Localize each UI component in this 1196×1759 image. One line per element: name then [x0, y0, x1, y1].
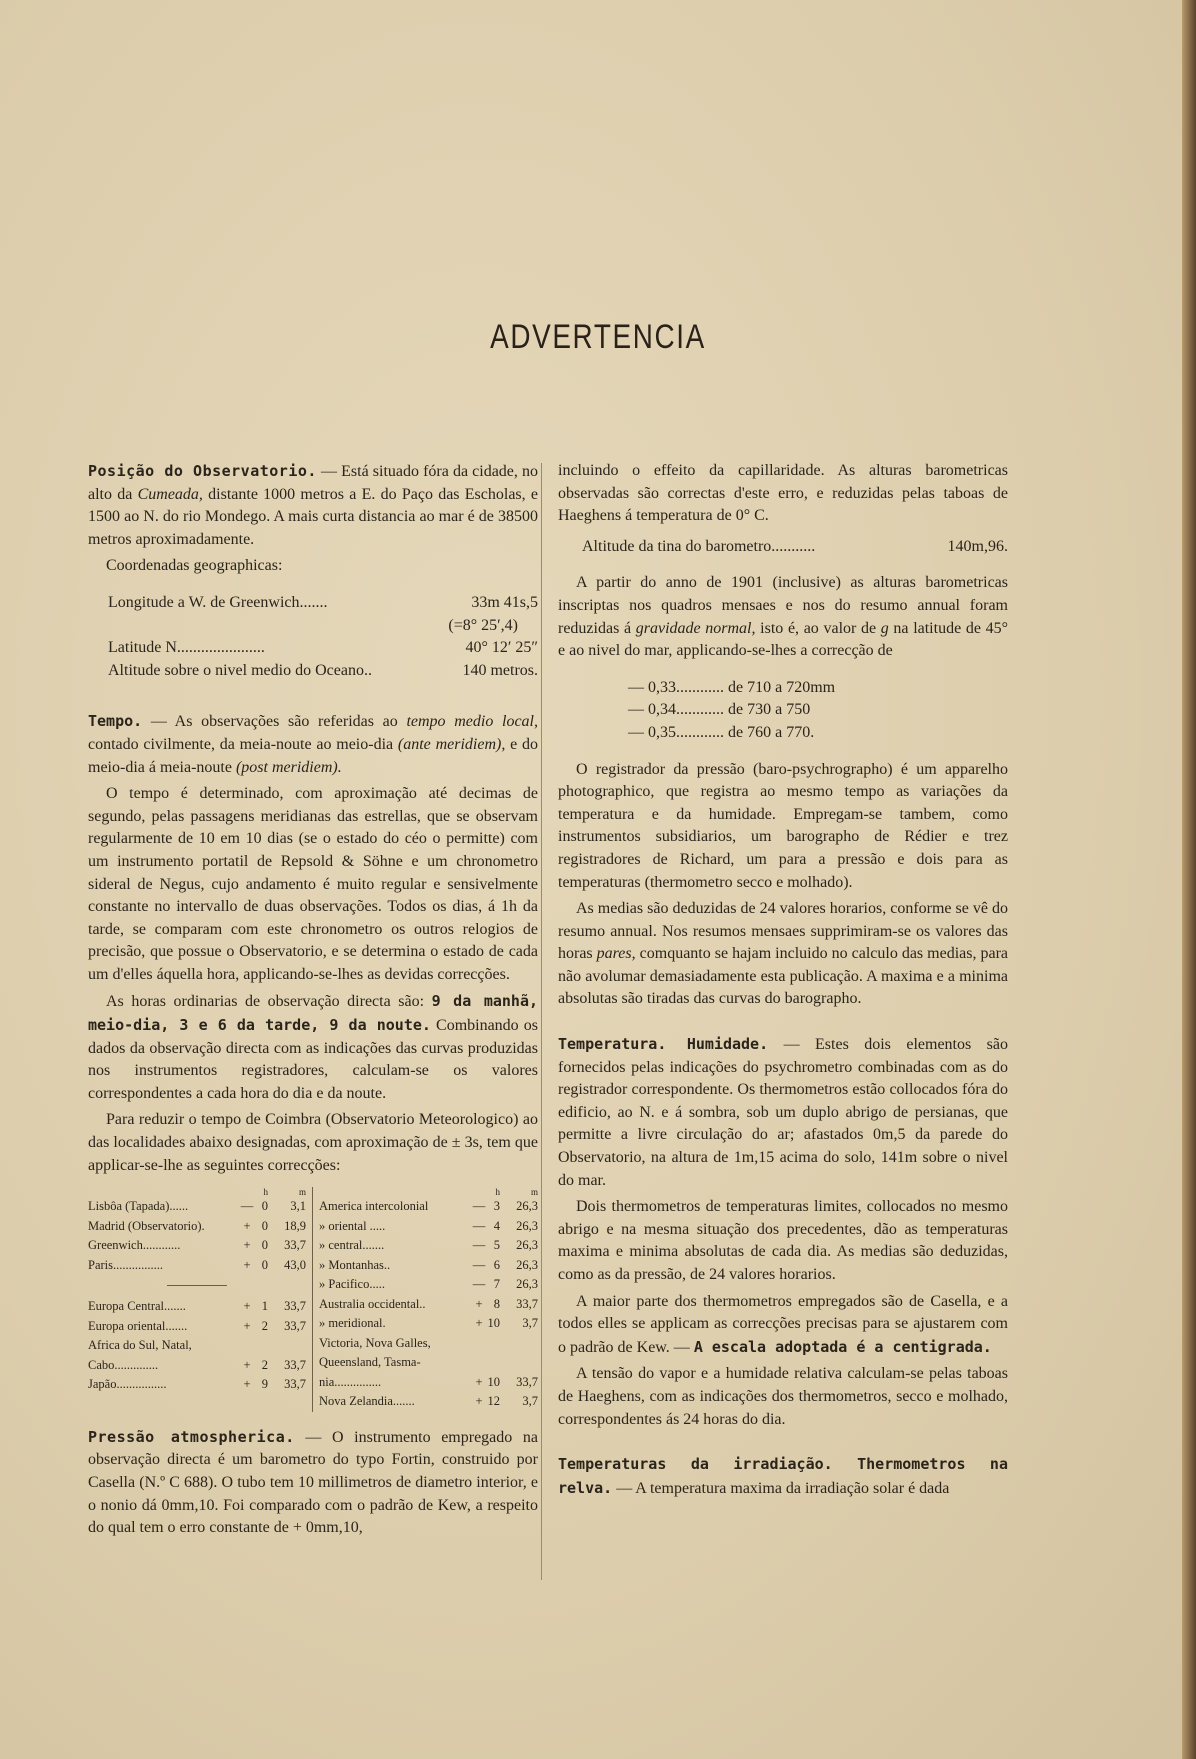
latitude-label: Latitude N......................: [108, 639, 265, 657]
irradiacao-paragraph: Temperaturas da irradiação. Thermometros na relva. — A temperatura maxima da irradiação solar é dada: [558, 1455, 1008, 1497]
page-edge: [1182, 0, 1196, 1759]
posicao-paragraph: Posição do Observatorio. — Está situado fóra da cidade, no alto da Cumeada, distante 1000 metros a E. do Paço das Escholas, e 1500 ao N. do rio Mondego. A mais curta distancia ao mar é de 38500 metros aproximadamente.: [88, 462, 539, 548]
pressure-correction-list: [628, 677, 1008, 745]
posicao-heading: Posição do Observatorio.: [88, 462, 317, 480]
pressao-cont: incluindo o effeito da capillaridade. As alturas barometricas observadas são correctas d'este erro, e reduzidas pelas taboas de Haeghens á temperatura de 0° C.: [558, 462, 1008, 525]
barometer-altitude: Altitude da tina do barometro........... 140m,96.: [582, 537, 1008, 555]
page-title: ADVERTENCIA: [490, 318, 706, 356]
correction-row: Africa do Sul, Natal,: [88, 1338, 192, 1353]
column-divider: [541, 463, 542, 1580]
left-column: [88, 460, 538, 1544]
corrections-left: h m Lisbôa (Tapada)...... — 0 3,1 Madrid (Observatorio). + 0 18,9 Greenwich............ + 0 33,7 Paris................ + 0 43,0 Europa Central....... + 1 33,7 Europa oriental....... + 2 33,7 Africa do Sul, Natal, Cabo.............. + 2 33,7 Japão................ + 9 33,7: [88, 1187, 313, 1412]
coordinates: [108, 592, 538, 682]
corrections-table: [88, 1187, 538, 1412]
longitude-label: Longitude a W. de Greenwich.......: [108, 593, 328, 611]
correction-row: » Pacifico..... — 7 26,3: [319, 1277, 538, 1292]
tempo-heading: Tempo.: [88, 712, 143, 731]
correction-row: Europa Central....... + 1 33,7: [88, 1299, 306, 1314]
correction-row: Japão................ + 9 33,7: [88, 1377, 306, 1392]
correction-line: — 0,33............ de 710 a 720mm: [628, 678, 836, 696]
correction-row: Europa oriental....... + 2 33,7: [88, 1318, 306, 1333]
correction-row: Victoria, Nova Galles,: [319, 1335, 431, 1350]
temperatura-paragraph-4: A tensão do vapor e a humidade relativa calculam-se pelas taboas de Haeghens, com as indicações dos thermometros, secco e molhado, correspondentes ás 24 horas do dia.: [558, 1365, 1008, 1428]
longitude-value: 33m 41s,5: [471, 593, 538, 611]
correction-line: — 0,35............ de 760 a 770.: [628, 723, 815, 741]
irradiacao-heading: Temperaturas da irradiação. Thermometros na relva.: [558, 1455, 1008, 1497]
right-column: [558, 460, 1008, 1504]
tempo-paragraph-3: As horas ordinarias de observação directa são: 9 da manhã, meio-dia, 3 e 6 da tarde, 9 da noute. Combinando os dados da observação directa com as indicações das curvas produzidas nos instrumentos registradores, calculam-se os valores correspondentes a cada hora do dia e da noute.: [88, 992, 539, 1102]
corrections-right: h m America intercolonial — 3 26,3 » oriental ..... — 4 26,3 » central....... — 5 26,3 » Montanhas.. — 6 26,3 » Pacifico..... — 7 26,3 Australia occidental.. + 8 33,7 » meridional. + 10 3,7 Victoria, Nova Galles, Queensland, Tasma- nia............... + 10 33,7 Nova Zelandia....... + 12 3,7: [313, 1187, 538, 1412]
temperatura-paragraph-2: Dois thermometros de temperaturas limites, collocados no mesmo abrigo e na mesma situação dos precedentes, dão as temperaturas maxima e minima absolutas de cada dia. As medias são deduzidas, como as da pressão, de 24 valores horarios.: [558, 1198, 1008, 1283]
tempo-paragraph: Tempo. — As observações são referidas ao tempo medio local, contado civilmente, da meia-noute ao meio-dia (ante meridiem), e do meio-dia á meia-noute (post meridiem).: [88, 712, 538, 776]
correction-row: Lisbôa (Tapada)...... — 0 3,1: [88, 1199, 306, 1214]
correction-row: America intercolonial — 3 26,3: [319, 1199, 538, 1214]
altitude-value: 140 metros.: [462, 661, 538, 679]
coord-title: Coordenadas geographicas:: [106, 557, 283, 575]
longitude-sub: (=8° 25′,4): [448, 616, 518, 634]
correction-row: Paris................ + 0 43,0: [88, 1257, 306, 1272]
tempo-paragraph-4: Para reduzir o tempo de Coimbra (Observatorio Meteorologico) ao das localidades abaixo designadas, com aproximação de ± 3s, tem que applicar-se-lhe as seguintes correcções:: [88, 1111, 538, 1174]
correction-row: » oriental ..... — 4 26,3: [319, 1218, 538, 1233]
correction-row: Madrid (Observatorio). + 0 18,9: [88, 1218, 306, 1233]
altitude-label: Altitude sobre o nivel medio do Oceano..: [108, 661, 372, 679]
temperatura-paragraph-3: A maior parte dos thermometros empregados são de Casella, e a todos elles se applicam as correcções precisas para se ajustarem com o padrão de Kew. — A escala adoptada é a centigrada.: [558, 1292, 1008, 1356]
correction-row: Nova Zelandia....... + 12 3,7: [319, 1394, 538, 1409]
latitude-value: 40° 12′ 25″: [465, 639, 538, 657]
tempo-paragraph-2: O tempo é determinado, com aproximação até decimas de segundo, pelas passagens meridianas das estrellas, que se observam regularmente de 10 em 10 dias (se o estado do céo o permitte) com um instrumento portatil de Repsold & Söhne e um chronometro sideral de Negus, cujo andamento é muito regular e sensivelmente constante no intervallo de duas observações. Todos os dias, á 1h da tarde, se comparam com este chronometro os outros relogios de precisão, que possue o Observatorio, e se determina o estado de cada um d'elles áquella hora, applicando-se-lhes as devidas correcções.: [88, 785, 538, 983]
pressao-paragraph-2: A partir do anno de 1901 (inclusive) as alturas barometricas inscriptas nos quadros mensaes e nos do resumo annual foram reduzidas á gravidade normal, isto é, ao valor de g na latitude de 45° e ao nivel do mar, applicando-se-lhes a correcção de: [558, 574, 1008, 660]
correction-row: Queensland, Tasma-: [319, 1355, 421, 1370]
pressao-heading: Pressão atmospherica.: [88, 1427, 295, 1446]
correction-line: — 0,34............ de 730 a 750: [628, 701, 811, 719]
correction-row: » central....... — 5 26,3: [319, 1238, 538, 1253]
correction-row: Greenwich............ + 0 33,7: [88, 1238, 306, 1253]
correction-row: Australia occidental.. + 8 33,7: [319, 1296, 538, 1311]
pressao-paragraph: Pressão atmospherica. — O instrumento empregado na observação directa é um barometro do typo Fortin, construido por Casella (N.º C 688). O tubo tem 10 millimetros de diametro interior, e o nonio dá 0mm,10. Foi comparado com o padrão de Kew, a respeito do qual tem o erro constante de + 0mm,10,: [88, 1427, 538, 1537]
correction-row: » meridional. + 10 3,7: [319, 1316, 538, 1331]
correction-row: » Montanhas.. — 6 26,3: [319, 1257, 538, 1272]
correction-row: nia............... + 10 33,7: [319, 1374, 538, 1389]
temperatura-heading: Temperatura. Humidade.: [558, 1035, 769, 1054]
pressao-paragraph-4: As medias são deduzidas de 24 valores horarios, conforme se vê do resumo annual. Nos resumos mensaes supprimiram-se os valores das horas pares, comquanto se hajam incluido no calculo das medias, para não avolumar demasiadamente esta publicação. A maxima e a minima absolutas são tiradas das curvas do barographo.: [558, 900, 1009, 1008]
temperatura-paragraph: Temperatura. Humidade. — Estes dois elementos são fornecidos pelas indicações do psychrometro combinadas com as do registrador correspondente. Os thermometros estão collocados fóra do edificio, ao N. e á sombra, sob um duplo abrigo de persianas, que permitte a livre circulação do ar; afastados 0m,5 da parede do Observatorio, na altura de 1m,15 acima do solo, 141m sobre o nivel do mar.: [558, 1035, 1008, 1189]
pressao-paragraph-3: O registrador da pressão (baro-psychrographo) é um apparelho photographico, que registra ao mesmo tempo as variações da temperatura e da humidade. Empregam-se tambem, como instrumentos subsidiarios, um barographo de Rédier e trez registradores de Richard, um para a pressão e dois para as temperaturas (thermometro secco e molhado).: [558, 760, 1008, 891]
correction-row: Cabo.............. + 2 33,7: [88, 1357, 306, 1372]
table-separator: [167, 1285, 227, 1286]
